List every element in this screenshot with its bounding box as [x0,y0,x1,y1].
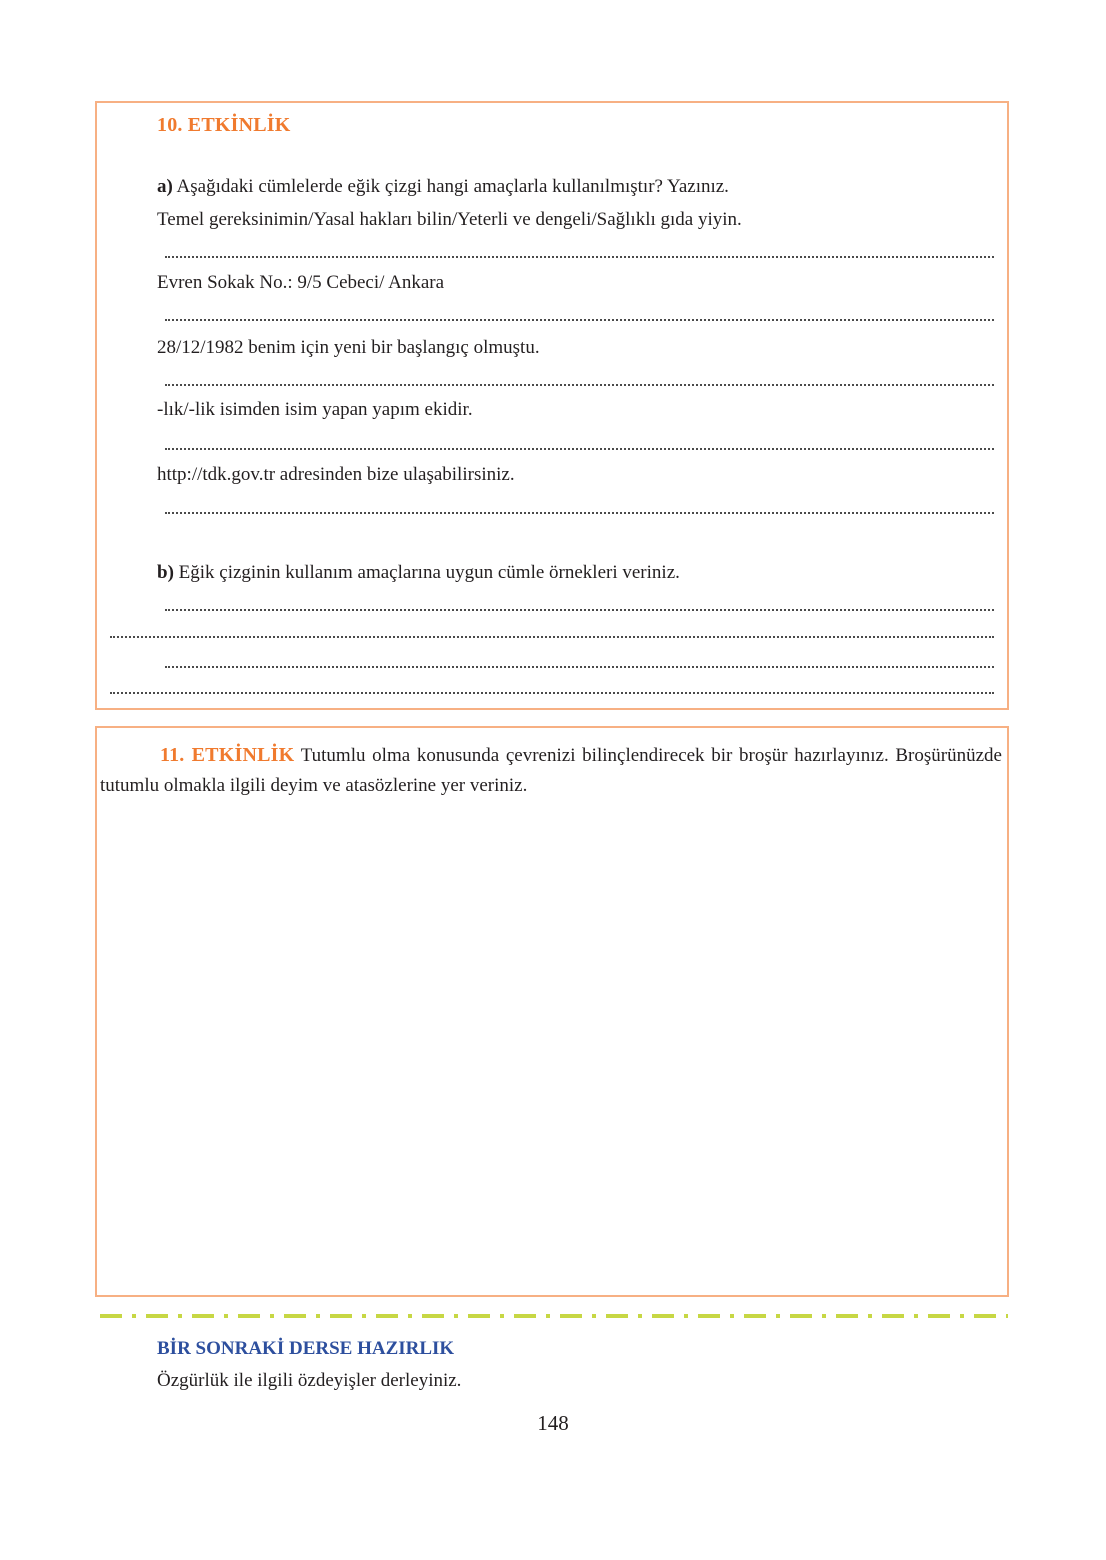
page-number: 148 [537,1411,569,1435]
part-a-text: Aşağıdaki cümlelerde eğik çizgi hangi amaçlarla kullanılmıştır? Yazınız. [176,176,729,197]
answer-line-1[interactable] [165,256,994,258]
answer-line-5[interactable] [165,512,994,514]
answer-line-b2[interactable] [110,636,994,638]
sentence-1: Temel gereksinimin/Yasal hakları bilin/Yeterli ve dengeli/Sağlıklı gıda yiyin. [157,209,742,230]
part-b-label: b) [157,562,174,583]
activity-11-title: 11. ETKİNLİK [160,744,295,766]
next-lesson-title: BİR SONRAKİ DERSE HAZIRLIK [157,1338,455,1359]
activity-10-title: 10. ETKİNLİK [157,114,291,136]
next-lesson-text: Özgürlük ile ilgili özdeyişler derleyiniz. [157,1370,462,1391]
part-a-label: a) [157,176,173,197]
sentence-5: http://tdk.gov.tr adresinden bize ulaşabilirsiniz. [157,464,515,485]
answer-line-b3[interactable] [165,666,994,668]
answer-line-b4[interactable] [110,692,994,694]
answer-line-b1[interactable] [165,609,994,611]
sentence-3: 28/12/1982 benim için yeni bir başlangıç olmuştu. [157,337,540,358]
activity-11-box [95,726,1009,1297]
activity-11-text: Tutumlu olma konusunda çevrenizi bilinçlendirecek bir broşür hazırlayınız. Broşürünüzde tutumlu olmakla ilgili deyim ve atasözlerine yer veriniz. [100,745,1002,796]
part-a-question [157,176,729,198]
sentence-4: -lık/-lik isimden isim yapan yapım ekidir. [157,399,473,420]
part-b-question [157,562,680,584]
answer-line-4[interactable] [165,448,994,450]
section-separator [100,1314,1008,1318]
part-b-text: Eğik çizginin kullanım amaçlarına uygun cümle örnekleri veriniz. [178,562,680,583]
answer-line-3[interactable] [165,384,994,386]
sentence-2: Evren Sokak No.: 9/5 Cebeci/ Ankara [157,272,445,293]
answer-line-2[interactable] [165,319,994,321]
activity-11-paragraph [100,740,1002,801]
